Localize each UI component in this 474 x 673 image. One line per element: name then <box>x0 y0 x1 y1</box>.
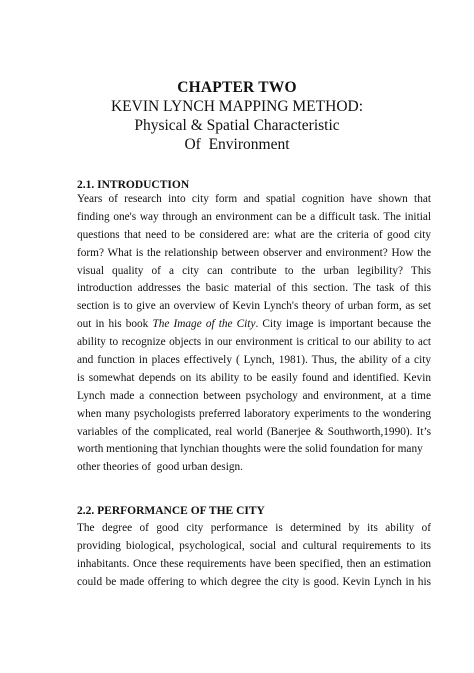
book-title: The Image of the City <box>152 318 256 331</box>
body-line: Years of research into city form and spatial cognition have shown that <box>77 193 431 205</box>
body-line: is somewhat depends on its ability to be easily found and identified. Kevin <box>77 371 431 384</box>
body-line: could be made offering to which degree the city is good. Kevin Lynch in his <box>77 575 431 588</box>
body-line: section is to give an overview of Kevin Lynch's theory of urban form, as set <box>77 300 431 313</box>
body-line: other theories of good urban design. <box>77 461 243 474</box>
body-line: inhabitants. Once these requirements have been specified, then an estimation <box>77 557 431 570</box>
chapter-title-line-3: Of Environment <box>184 136 290 153</box>
section-heading-performance: 2.2. PERFORMANCE OF THE CITY <box>77 505 265 517</box>
body-line-book-reference <box>77 316 431 334</box>
body-line: visual quality of a city can contribute to the urban legibility? This <box>77 264 431 277</box>
body-line: ability to recognize objects in our environment is critical to our ability to act <box>77 336 431 349</box>
chapter-title-block <box>0 78 474 154</box>
body-line: providing biological, psychological, social and cultural requirements to its <box>77 539 431 552</box>
body-line: introduction addresses the basic material of this section. The task of this <box>77 282 431 295</box>
body-line: finding one's way through an environment can be a difficult task. The initial <box>77 210 431 223</box>
body-line: worth mentioning that lynchian thoughts were the solid foundation for many <box>77 443 423 456</box>
chapter-title-line-2: Physical & Spatial Characteristic <box>134 117 340 134</box>
section-performance-body <box>77 520 431 592</box>
body-line: and function in places effectively ( Lynch, 1981). Thus, the ability of a city <box>77 354 431 367</box>
body-line: when many psychologists preferred laboratory experiments to the wondering <box>77 407 431 420</box>
body-line: The degree of good city performance is determined by its ability of <box>77 522 431 534</box>
body-line: form? What is the relationship between observer and environment? How the <box>77 246 431 259</box>
chapter-title-line-1: KEVIN LYNCH MAPPING METHOD: <box>110 98 364 115</box>
body-line: variables of the complicated, real world (Banerjee & Southworth,1990). It’s <box>77 425 431 438</box>
chapter-number: CHAPTER TWO <box>177 79 297 96</box>
section-heading-introduction: 2.1. INTRODUCTION <box>77 179 190 191</box>
section-introduction-body <box>77 191 431 477</box>
body-line: Lynch made a connection between psychology and environment, at a time <box>77 389 431 402</box>
body-text: out in his book <box>77 318 153 331</box>
body-line: questions that need to be considered are: what are the criteria of good city <box>77 228 431 241</box>
body-text: . City image is important because the <box>255 318 432 331</box>
